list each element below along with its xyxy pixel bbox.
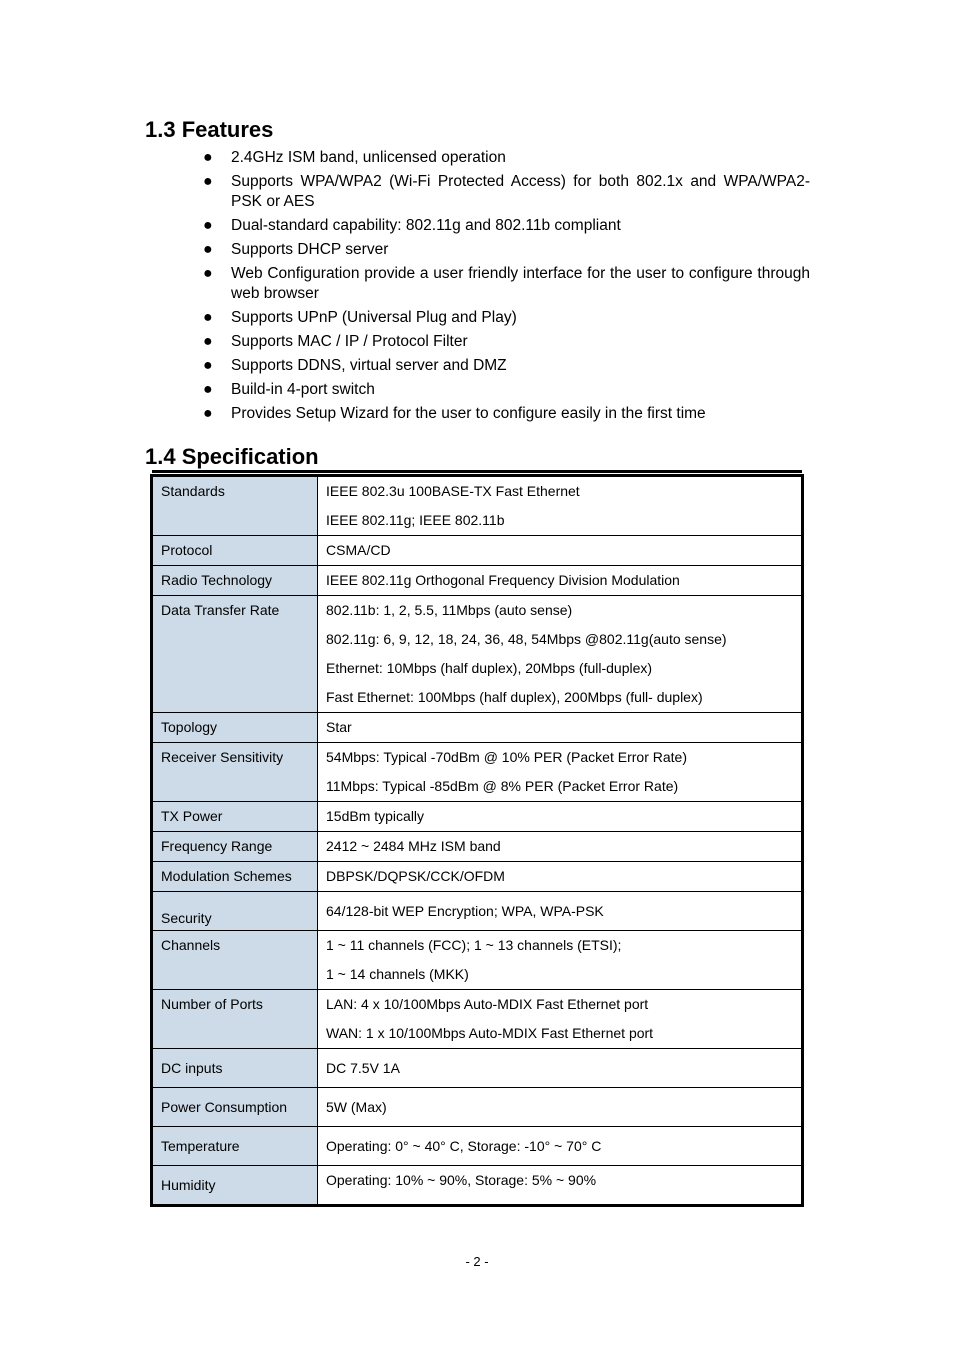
table-row — [153, 892, 802, 931]
table-row — [153, 802, 802, 832]
spec-value: 15dBm typically — [318, 802, 802, 832]
table-row — [153, 477, 802, 536]
bullet-icon: ● — [203, 149, 213, 166]
table-row — [153, 743, 802, 802]
list-item: ● Build-in 4-port switch — [203, 381, 375, 398]
spec-label: Receiver Sensitivity — [153, 743, 318, 802]
spec-value: Operating: 0° ~ 40° C, Storage: -10° ~ 70° C — [318, 1127, 802, 1166]
bullet-icon: ● — [203, 309, 213, 326]
heading-rule — [152, 470, 802, 473]
list-item: ● 2.4GHz ISM band, unlicensed operation — [203, 149, 506, 166]
bullet-icon: ● — [203, 217, 213, 234]
spec-value: 1 ~ 11 channels (FCC); 1 ~ 13 channels (ETSI); 1 ~ 14 channels (MKK) — [318, 931, 802, 990]
spec-value: Star — [318, 713, 802, 743]
table-row — [153, 862, 802, 892]
page-number: - 2 - — [465, 1254, 489, 1269]
list-item: ● Web Configuration provide a user friendly interface for the user to configure through web browser — [203, 265, 810, 302]
specification-table — [152, 476, 802, 1205]
specification-heading: 1.4 Specification — [145, 444, 319, 469]
spec-label: Standards — [153, 477, 318, 536]
spec-value: Operating: 10% ~ 90%, Storage: 5% ~ 90% — [318, 1166, 802, 1205]
table-row — [153, 566, 802, 596]
table-row — [153, 1049, 802, 1088]
spec-label: Topology — [153, 713, 318, 743]
spec-label: Modulation Schemes — [153, 862, 318, 892]
table-row — [153, 536, 802, 566]
list-item: ● Supports UPnP (Universal Plug and Play) — [203, 309, 517, 326]
spec-label: Frequency Range — [153, 832, 318, 862]
table-row — [153, 832, 802, 862]
bullet-icon: ● — [203, 357, 213, 374]
bullet-icon: ● — [203, 265, 213, 282]
list-item: ● Dual-standard capability: 802.11g and 802.11b compliant — [203, 217, 621, 234]
spec-label: Security — [153, 892, 318, 931]
list-item: ● Provides Setup Wizard for the user to configure easily in the first time — [203, 405, 706, 422]
list-item: ● Supports WPA/WPA2 (Wi-Fi Protected Access) for both 802.1x and WPA/WPA2-PSK or AES — [203, 173, 810, 210]
spec-label: Radio Technology — [153, 566, 318, 596]
spec-value: 2412 ~ 2484 MHz ISM band — [318, 832, 802, 862]
table-row — [153, 1088, 802, 1127]
table-row — [153, 1127, 802, 1166]
table-row — [153, 990, 802, 1049]
table-row — [153, 931, 802, 990]
bullet-icon: ● — [203, 405, 213, 422]
table-row — [153, 1166, 802, 1205]
spec-value: 802.11b: 1, 2, 5.5, 11Mbps (auto sense) 802.11g: 6, 9, 12, 18, 24, 36, 48, 54Mbps @802.11g(auto sense) Ethernet: 10Mbps (half duplex), 20Mbps (full-duplex) Fast Ethernet: 100Mbps (half duplex), 200Mbps (full- duplex) — [318, 596, 802, 713]
spec-value: 64/128-bit WEP Encryption; WPA, WPA-PSK — [318, 892, 802, 931]
spec-label: Data Transfer Rate — [153, 596, 318, 713]
table-row — [153, 596, 802, 713]
spec-label: Temperature — [153, 1127, 318, 1166]
spec-value: 54Mbps: Typical -70dBm @ 10% PER (Packet Error Rate) 11Mbps: Typical -85dBm @ 8% PER (Packet Error Rate) — [318, 743, 802, 802]
spec-label: Number of Ports — [153, 990, 318, 1049]
spec-label: DC inputs — [153, 1049, 318, 1088]
spec-value: LAN: 4 x 10/100Mbps Auto-MDIX Fast Ethernet port WAN: 1 x 10/100Mbps Auto-MDIX Fast Ethernet port — [318, 990, 802, 1049]
spec-value: DBPSK/DQPSK/CCK/OFDM — [318, 862, 802, 892]
spec-value: IEEE 802.11g Orthogonal Frequency Division Modulation — [318, 566, 802, 596]
spec-label: TX Power — [153, 802, 318, 832]
spec-value: 5W (Max) — [318, 1088, 802, 1127]
bullet-icon: ● — [203, 333, 213, 350]
spec-value: DC 7.5V 1A — [318, 1049, 802, 1088]
list-item: ● Supports DHCP server — [203, 241, 389, 258]
features-heading: 1.3 Features — [145, 117, 274, 142]
features-list — [200, 148, 810, 428]
bullet-icon: ● — [203, 381, 213, 398]
list-item: ● Supports MAC / IP / Protocol Filter — [203, 333, 468, 350]
spec-value: IEEE 802.3u 100BASE-TX Fast Ethernet IEEE 802.11g; IEEE 802.11b — [318, 477, 802, 536]
table-row — [153, 713, 802, 743]
list-item: ● Supports DDNS, virtual server and DMZ — [203, 357, 507, 374]
spec-label: Protocol — [153, 536, 318, 566]
spec-value: CSMA/CD — [318, 536, 802, 566]
spec-label: Humidity — [153, 1166, 318, 1205]
bullet-icon: ● — [203, 173, 213, 190]
spec-label: Power Consumption — [153, 1088, 318, 1127]
spec-label: Channels — [153, 931, 318, 990]
bullet-icon: ● — [203, 241, 213, 258]
